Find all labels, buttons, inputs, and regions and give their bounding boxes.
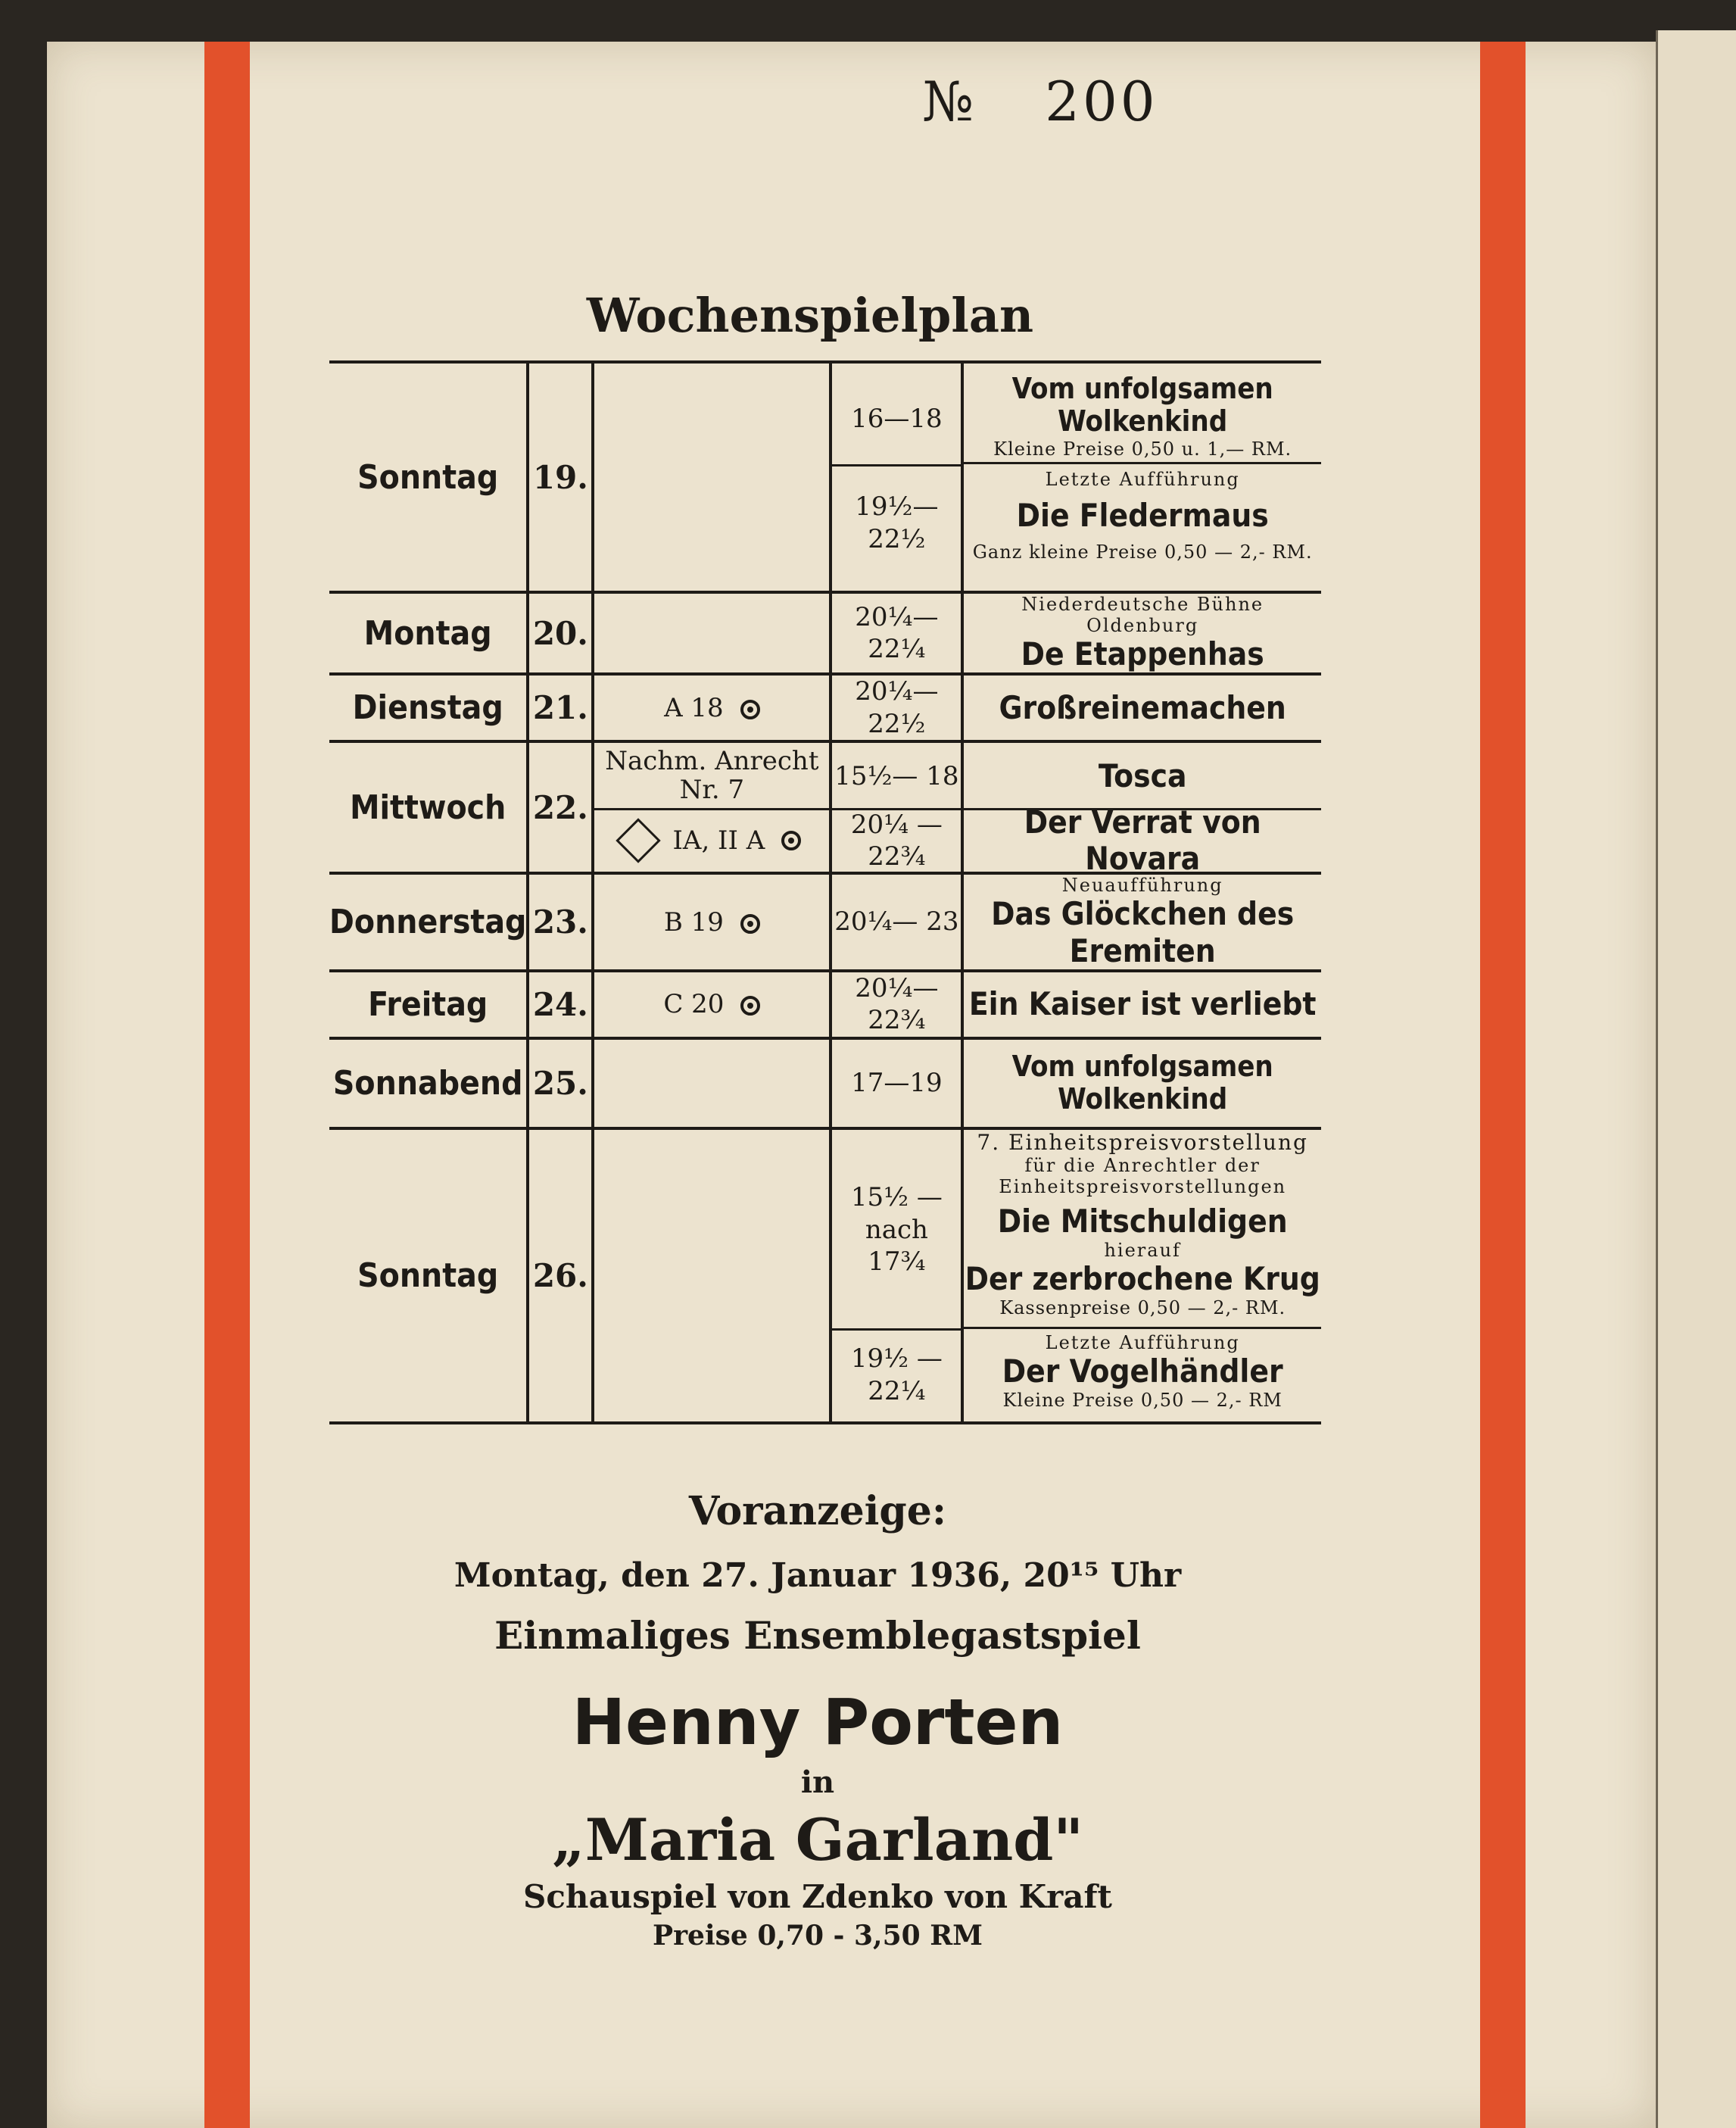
time-a: 15½— 18: [834, 760, 959, 791]
play-line2: Wolkenkind: [1058, 404, 1228, 438]
play-note: 7. Einheitspreisvorstellung: [977, 1129, 1308, 1155]
subscription-cell: [593, 971, 831, 1038]
table-row: [329, 362, 1321, 592]
play-cell: [962, 362, 1321, 592]
subscription-a: Nachm. Anrecht Nr. 7: [605, 746, 819, 805]
time-cell: 20¼— 23: [831, 873, 962, 971]
play-title: Der zerbrochene Krug: [965, 1260, 1320, 1298]
circle-mark-icon: [740, 996, 760, 1016]
play-cell: [962, 741, 1321, 878]
subscription-cell: [593, 873, 831, 971]
subscription-label: IA, II A: [672, 825, 765, 857]
announcement-event: Einmaliges Ensemblegastspiel: [494, 1613, 1141, 1658]
play-title: Das Glöckchen des Eremiten: [991, 895, 1295, 969]
play-title: Der Verrat von Novara: [964, 808, 1321, 871]
number-label: №: [922, 70, 977, 133]
day-cell: Mittwoch: [329, 741, 528, 873]
play-a: [964, 373, 1321, 462]
date-cell: 25.: [528, 1038, 593, 1128]
announcement-price: Preise 0,70 - 3,50 RM: [653, 1920, 983, 1952]
time-b: 19½— 22½: [832, 464, 961, 580]
day-cell: Sonnabend: [329, 1038, 528, 1128]
date-cell: 26.: [528, 1128, 593, 1423]
subscription-cell: [593, 592, 831, 674]
play-note: Einheitspreisvorstellungen: [999, 1175, 1287, 1197]
time-b: 19½ — 22¼: [832, 1328, 961, 1420]
price-note: Kleine Preise 0,50 — 2,- RM: [1002, 1390, 1283, 1412]
play-cell: [962, 1128, 1321, 1423]
play-a: [964, 1130, 1321, 1327]
circle-mark-icon: [781, 831, 801, 850]
table-row: [329, 741, 1321, 873]
price-note: Ganz kleine Preise 0,50 — 2,- RM.: [972, 541, 1313, 563]
weekly-schedule-table: [329, 360, 1321, 1424]
subscription-cell: [593, 1038, 831, 1128]
day-cell: Sonntag: [329, 362, 528, 592]
adjacent-page-edge: [1656, 30, 1736, 2128]
circle-mark-icon: [740, 914, 760, 934]
table-row: [329, 674, 1321, 741]
table-row: [329, 1128, 1321, 1423]
announcement-heading: Voranzeige:: [688, 1488, 947, 1534]
price-note: Kassenpreise 0,50 — 2,- RM.: [999, 1297, 1286, 1319]
time-cell: [831, 362, 962, 592]
subscription-cell: [593, 674, 831, 741]
play-title: Ein Kaiser ist verliebt: [968, 985, 1317, 1023]
play-note: Neuaufführung: [1061, 875, 1223, 897]
play-title: Die Fledermaus: [1016, 496, 1269, 534]
number-value: 200: [1045, 70, 1158, 133]
emblem-icon: [616, 819, 661, 863]
play-note: Niederdeutsche Bühne Oldenburg: [1021, 594, 1264, 636]
announcement-author: Schauspiel von Zdenko von Kraft: [523, 1878, 1112, 1915]
subscription-cell: [593, 1128, 831, 1423]
day-cell: Donnerstag: [329, 873, 528, 971]
play-cell: [962, 873, 1321, 971]
date-cell: 24.: [528, 971, 593, 1038]
play-note: Letzte Aufführung: [1045, 1331, 1240, 1353]
time-cell: 17—19: [831, 1038, 962, 1128]
time-cell: 20¼— 22½: [831, 674, 962, 741]
table-row: [329, 971, 1321, 1038]
date-cell: 23.: [528, 873, 593, 971]
right-red-stripe: [1480, 42, 1526, 2128]
play-title: De Etappenhas: [1021, 635, 1264, 672]
date-cell: 22.: [528, 741, 593, 873]
play-cell: [962, 674, 1321, 741]
table-row: [329, 1038, 1321, 1128]
subscription-cell: [593, 741, 831, 873]
play-title: Großreinemachen: [999, 688, 1286, 726]
play-line1: Vom unfolgsamen: [1011, 1049, 1273, 1083]
left-red-stripe: [204, 42, 250, 2128]
issue-number: [922, 70, 1158, 133]
time-cell: 20¼— 22¾: [831, 971, 962, 1038]
day-cell: Dienstag: [329, 674, 528, 741]
announcement-in: in: [800, 1764, 835, 1800]
play-b: [964, 462, 1321, 582]
day-cell: Sonntag: [329, 1128, 528, 1423]
play-note: hierauf: [1104, 1240, 1181, 1262]
date-cell: 21.: [528, 674, 593, 741]
time-a: 16—18: [851, 404, 943, 435]
time-cell: 20¼— 22¼: [831, 592, 962, 674]
announcement-play: „Maria Garland": [552, 1806, 1083, 1874]
time-a: 15½ — nach 17¾: [850, 1182, 943, 1278]
table-row: [329, 873, 1321, 971]
time-cell: [831, 1128, 962, 1423]
subscription-cell: [593, 362, 831, 592]
price-note: Kleine Preise 0,50 u. 1,— RM.: [993, 438, 1292, 460]
table-row: [329, 592, 1321, 674]
play-cell: [962, 592, 1321, 674]
subscription-label: A 18: [664, 692, 724, 723]
date-cell: 19.: [528, 362, 593, 592]
subscription-label: B 19: [663, 906, 724, 938]
announcement-artist: Henny Porten: [572, 1685, 1064, 1759]
time-b: 20¼ — 22¾: [832, 808, 961, 871]
day-cell: Montag: [329, 592, 528, 674]
play-line2: Wolkenkind: [1058, 1082, 1228, 1116]
circle-mark-icon: [740, 700, 760, 719]
play-title: Tosca: [1098, 757, 1187, 794]
play-b: [964, 1327, 1321, 1421]
announcement-date: Montag, den 27. Januar 1936, 20¹⁵ Uhr: [453, 1556, 1182, 1595]
page-title: Wochenspielplan: [586, 288, 1034, 343]
play-cell: [962, 971, 1321, 1038]
play-note: Letzte Aufführung: [1045, 468, 1240, 490]
play-cell: [962, 1038, 1321, 1128]
play-line1: Vom unfolgsamen: [1011, 371, 1273, 405]
time-cell: [831, 741, 962, 873]
subscription-b: [594, 808, 829, 871]
day-cell: Freitag: [329, 971, 528, 1038]
date-cell: 20.: [528, 592, 593, 674]
play-title: Der Vogelhändler: [1002, 1352, 1283, 1390]
play-note: für die Anrechtler der: [1024, 1154, 1261, 1176]
play-title: Die Mitschuldigen: [997, 1202, 1288, 1240]
subscription-label: C 20: [663, 989, 725, 1020]
